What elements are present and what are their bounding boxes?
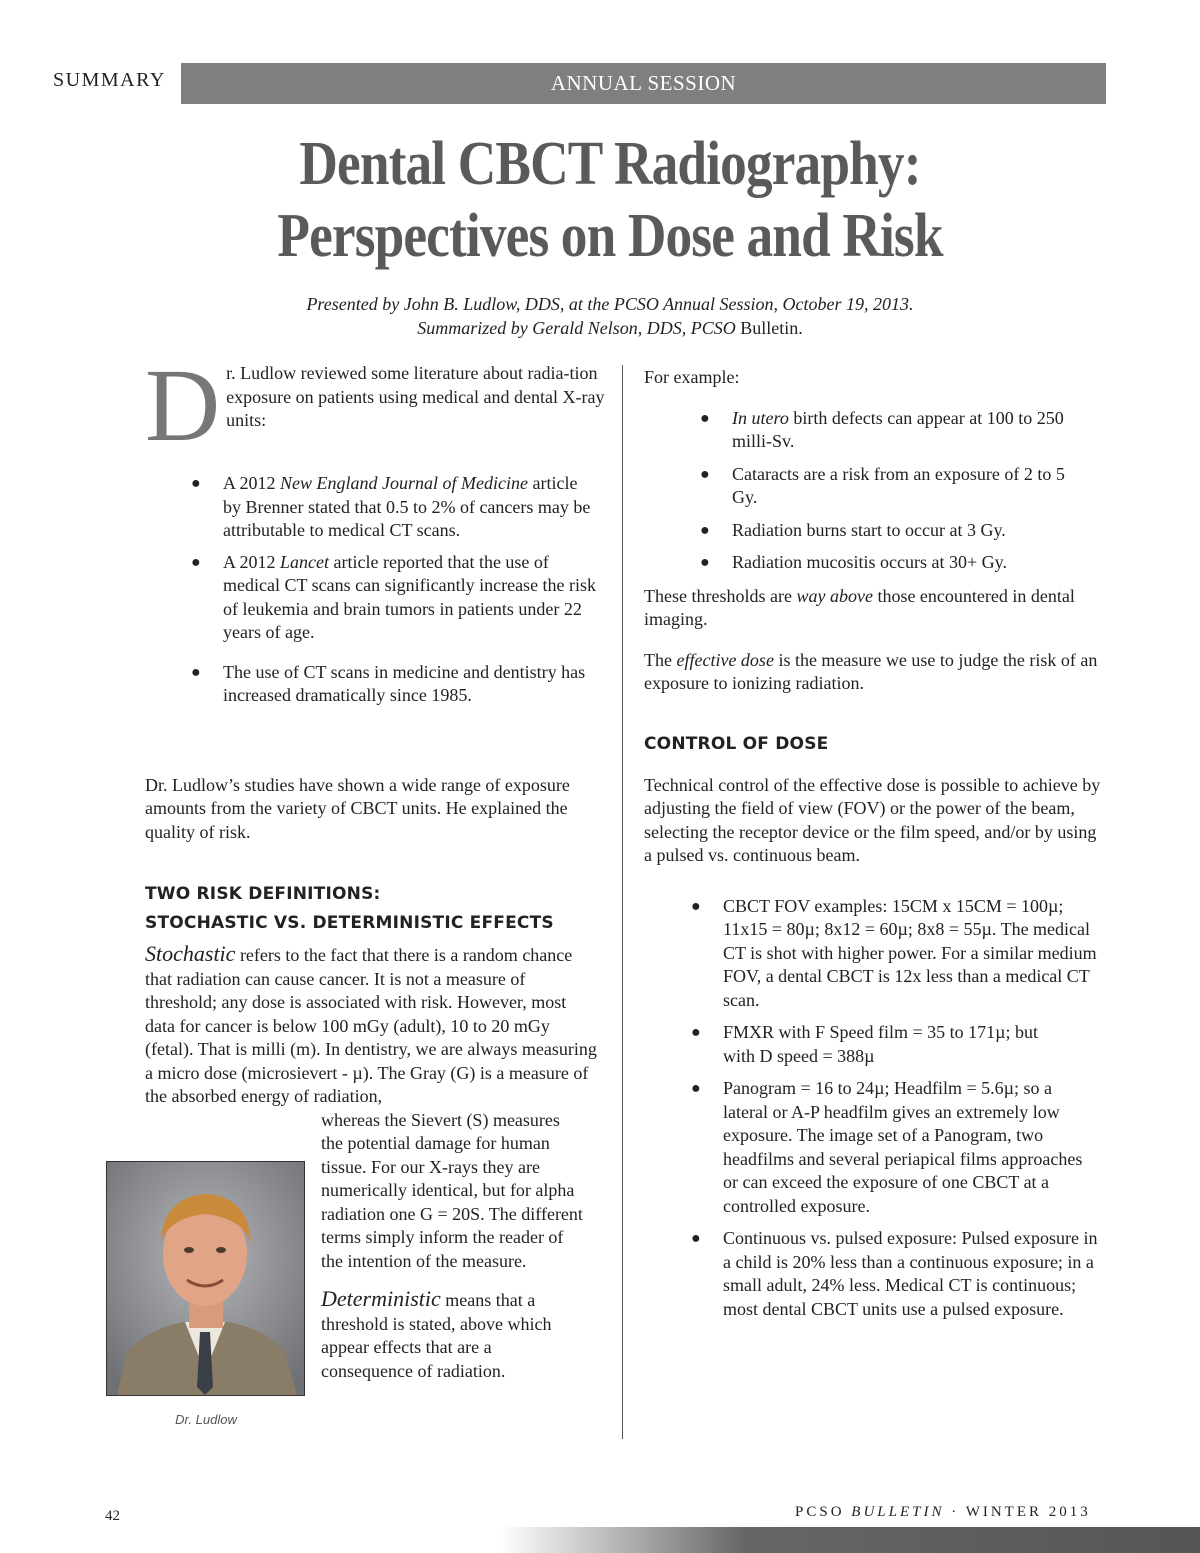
bullet-icon: ● xyxy=(191,475,201,492)
bullet-icon: ● xyxy=(700,554,710,571)
byline-bulletin: Bulletin. xyxy=(740,318,803,338)
title-line-1: Dental CBCT Radiography: xyxy=(299,130,921,198)
list-item: ● Panogram = 16 to 24µ; Headfilm = 5.6µ; so a lateral or A-P headfilm gives an extremely low exposure. The image set of a Panogram, two headfilms and several periapical films approaches or can exceed the exposure of one CBCT at a controlled exposure. xyxy=(691,1078,1083,1216)
photo-caption: Dr. Ludlow xyxy=(175,1412,237,1427)
bullet-icon: ● xyxy=(691,897,701,915)
bullet-icon: ● xyxy=(691,1230,701,1247)
speaker-photo xyxy=(106,1161,305,1396)
footer-bar xyxy=(500,1527,1200,1553)
portrait-illustration xyxy=(107,1162,304,1395)
list-item: ● A 2012 New England Journal of Medicine article by Brenner stated that 0.5 to 2% of cancers may be attributable to medical CT scans. xyxy=(191,473,591,540)
intro-paragraph xyxy=(145,348,605,463)
stochastic-term: Stochastic xyxy=(145,941,236,966)
list-item: ● In utero birth defects can appear at 100 to 250 milli-Sv. xyxy=(700,407,1064,451)
list-item: ● Continuous vs. pulsed exposure: Pulsed exposure in a child is 20% less than a continuous exposure; in a small adult, 24% less. Medical CT is continuous; most dental CBCT units use a pulsed exposure. xyxy=(691,1228,1098,1319)
effective-dose-paragraph: The effective dose is the measure we use to judge the risk of an exposure to ionizing radiation. xyxy=(644,649,1098,693)
dose-list xyxy=(691,895,1104,1322)
title-line-2: Perspectives on Dose and Risk xyxy=(277,202,943,270)
right-column xyxy=(644,366,1106,1321)
list-item: ● Radiation burns start to occur at 3 Gy. xyxy=(732,519,1104,543)
threshold-list xyxy=(700,407,1104,575)
bullet-icon: ● xyxy=(191,553,201,571)
bullet-icon: ● xyxy=(700,409,710,427)
list-item: ● A 2012 Lancet article reported that the use of medical CT scans can significantly increase the risk of leukemia and brain tumors in patients under 22 years of age. xyxy=(191,551,597,642)
byline-line-2 xyxy=(150,316,1070,340)
list-item: ● Cataracts are a risk from an exposure of 2 to 5 Gy. xyxy=(700,463,1065,507)
list-item: ● CBCT FOV examples: 15CM x 15CM = 100µ; 11x15 = 80µ; 8x12 = 60µ; 8x8 = 55µ. The medical CT is shot with higher power. For a similar medium FOV, a dental CBCT is 12x less than a medical CT scan. xyxy=(691,895,1097,1010)
list-item: ● The use of CT scans in medicine and dentistry has increased dramatically since 1985. xyxy=(191,661,586,705)
list-item: ● FMXR with F Speed film = 35 to 171µ; but with D speed = 388µ xyxy=(691,1022,1039,1066)
annual-session-banner: ANNUAL SESSION xyxy=(181,63,1106,104)
bullet-icon: ● xyxy=(191,663,201,681)
risk-heading xyxy=(145,880,605,938)
deterministic-term: Deterministic xyxy=(321,1286,441,1311)
byline-summarizer: Summarized by Gerald Nelson, DDS, PCSO xyxy=(417,318,736,338)
stochastic-paragraph: Stochastic refers to the fact that there is a random chance that radiation can cause cancer. It is not a measure of threshold; any dose is associated with risk. However, most data for cancer is below 100 mGy (adult), 10 to 20 mGy (fetal). That is milli (m). In dentistry, we are always measuring a micro dose (microsievert - µ). The Gray (G) is a measure of the absorbed energy of radiation, xyxy=(145,941,597,1106)
column-divider xyxy=(622,365,623,1439)
list-item: ● Radiation mucositis occurs at 30+ Gy. xyxy=(732,551,1104,575)
sievert-paragraph: whereas the Sievert (S) measures the potential damage for human tissue. For our X-rays they are numerically identical, but for alpha radiation one G = 20S. The different terms simply inform the reader of the intention of the measure. xyxy=(321,1109,583,1271)
for-example-text: For example: xyxy=(644,367,740,387)
byline-line-1: Presented by John B. Ludlow, DDS, at the PCSO Annual Session, October 19, 2013. xyxy=(306,294,914,314)
control-paragraph: Technical control of the effective dose is possible to achieve by adjusting the field of view (FOV) or the power of the beam, selecting the receptor device or the film speed, and/or by using a pulsed vs. continuous beam. xyxy=(644,774,1101,865)
article-title xyxy=(214,128,1005,272)
intro-text: r. Ludlow reviewed some literature about radia-tion exposure on patients using medical and dental X-ray units: xyxy=(226,363,605,430)
byline xyxy=(150,292,1070,340)
heading-line-2: STOCHASTIC VS. DETERMINISTIC EFFECTS xyxy=(145,913,554,933)
studies-paragraph: Dr. Ludlow’s studies have shown a wide range of exposure amounts from the variety of CBCT units. He explained the quality of risk. xyxy=(145,774,570,842)
bullet-icon: ● xyxy=(700,465,710,483)
bullet-icon: ● xyxy=(691,1024,701,1041)
control-heading: CONTROL OF DOSE xyxy=(644,733,829,754)
section-label: SUMMARY xyxy=(53,69,166,91)
thresholds-paragraph: These thresholds are way above those encountered in dental imaging. xyxy=(644,585,1075,629)
bullet-icon: ● xyxy=(691,1080,701,1097)
literature-list xyxy=(191,472,597,708)
publication-footer: PCSO BULLETIN · WINTER 2013 xyxy=(795,1504,1091,1520)
deterministic-paragraph: Deterministic means that a threshold is stated, above which appear effects that are a consequence of radiation. xyxy=(321,1286,552,1381)
heading-line-1: TWO RISK DEFINITIONS: xyxy=(145,884,381,904)
drop-cap: D xyxy=(145,348,221,463)
bullet-icon: ● xyxy=(700,521,710,539)
page-number: 42 xyxy=(105,1508,120,1524)
